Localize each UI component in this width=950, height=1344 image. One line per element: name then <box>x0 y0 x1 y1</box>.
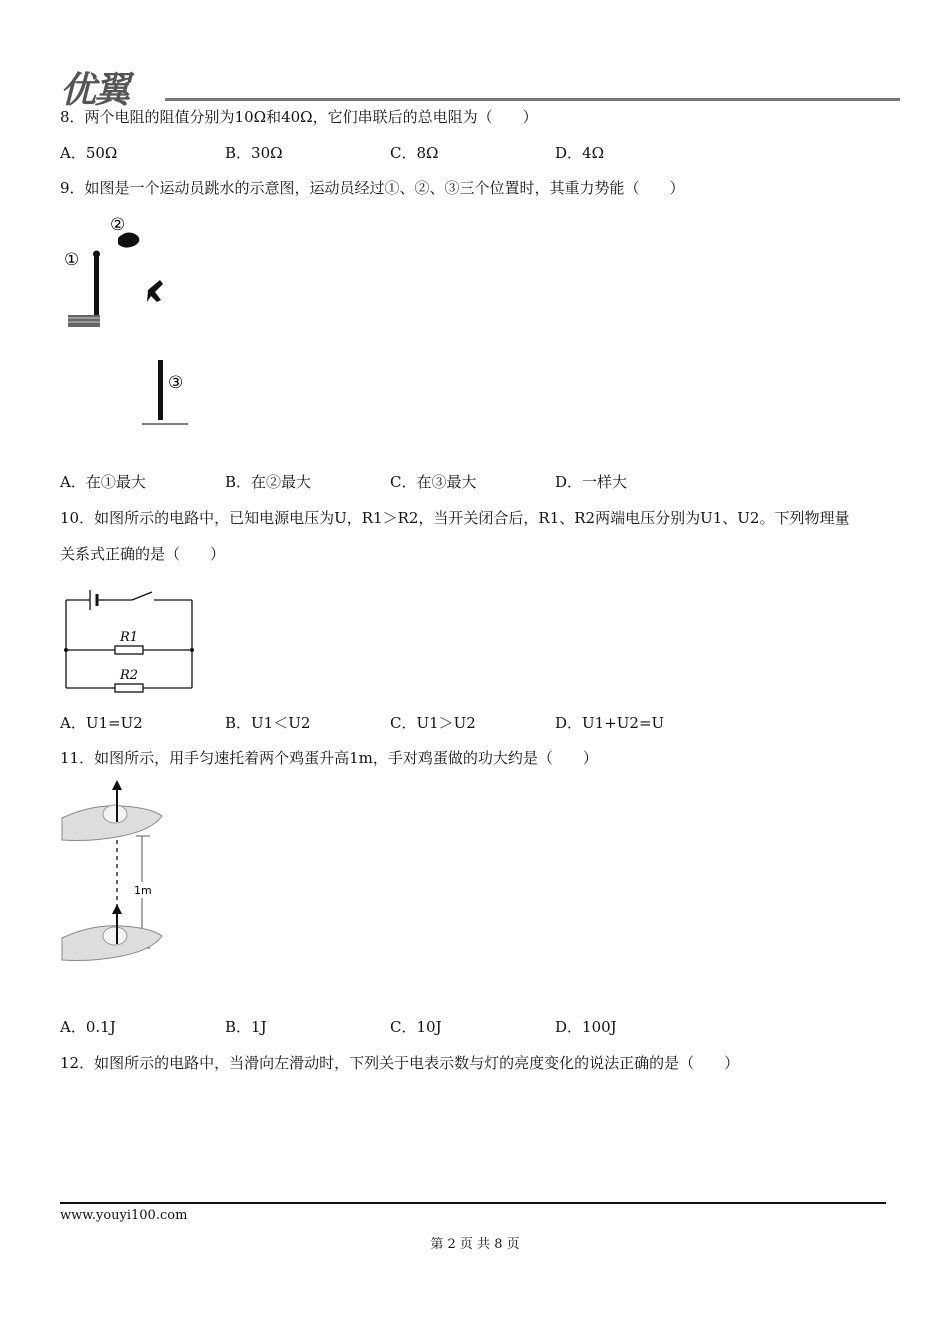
header-rule <box>165 98 900 101</box>
egg-lift-figure <box>60 778 170 983</box>
question-11-stem: 11．如图所示，用手匀速托着两个鸡蛋升高1m，手对鸡蛋做的功大约是（ ） <box>60 749 598 767</box>
diving-figure <box>60 210 210 435</box>
question-8-option-d: D．4Ω <box>555 144 605 162</box>
footer-rule <box>60 1202 886 1204</box>
position-3-label: ③ <box>168 373 184 393</box>
question-11-option-d: D．100J <box>555 1018 617 1036</box>
question-9-option-b: B．在②最大 <box>225 473 312 491</box>
question-10-option-a: A．U1=U2 <box>60 714 143 732</box>
height-label: 1m <box>134 884 152 897</box>
question-10-option-d: D．U1+U2=U <box>555 714 665 732</box>
question-9-option-c: C．在③最大 <box>390 473 477 491</box>
question-12-stem: 12．如图所示的电路中，当滑向左滑动时，下列关于电表示数与灯的亮度变化的说法正确的是（ ） <box>60 1054 740 1072</box>
publisher-logo: 优翼 <box>60 70 129 111</box>
question-10-option-c: C．U1＞U2 <box>390 714 476 732</box>
r1-label: R1 <box>120 630 139 645</box>
question-11-option-a: A．0.1J <box>60 1018 116 1036</box>
question-10-stem-line-2: 关系式正确的是（ ） <box>60 545 226 563</box>
question-8-option-a: A．50Ω <box>60 144 118 162</box>
question-9-stem: 9．如图是一个运动员跳水的示意图，运动员经过①、②、③三个位置时，其重力势能（ ） <box>60 179 685 197</box>
r2-label: R2 <box>120 668 139 683</box>
question-10-option-b: B．U1＜U2 <box>225 714 311 732</box>
question-9-option-d: D．一样大 <box>555 473 628 491</box>
question-9-option-a: A．在①最大 <box>60 473 146 491</box>
question-11-option-b: B．1J <box>225 1018 267 1036</box>
question-8-option-c: C．8Ω <box>390 144 439 162</box>
circuit-figure <box>60 578 200 693</box>
position-1-label: ① <box>64 250 80 270</box>
page-number: 第 2 页 共 8 页 <box>430 1237 520 1252</box>
footer-url: www.youyi100.com <box>60 1208 188 1223</box>
position-2-label: ② <box>110 215 126 235</box>
question-8-stem: 8．两个电阻的阻值分别为10Ω和40Ω，它们串联后的总电阻为（ ） <box>60 108 538 126</box>
question-11-option-c: C．10J <box>390 1018 442 1036</box>
question-10-stem-line-1: 10．如图所示的电路中，已知电源电压为U，R1＞R2，当开关闭合后，R1、R2两端电压分别为U1、U2。下列物理量 <box>60 509 850 527</box>
question-8-option-b: B．30Ω <box>225 144 283 162</box>
